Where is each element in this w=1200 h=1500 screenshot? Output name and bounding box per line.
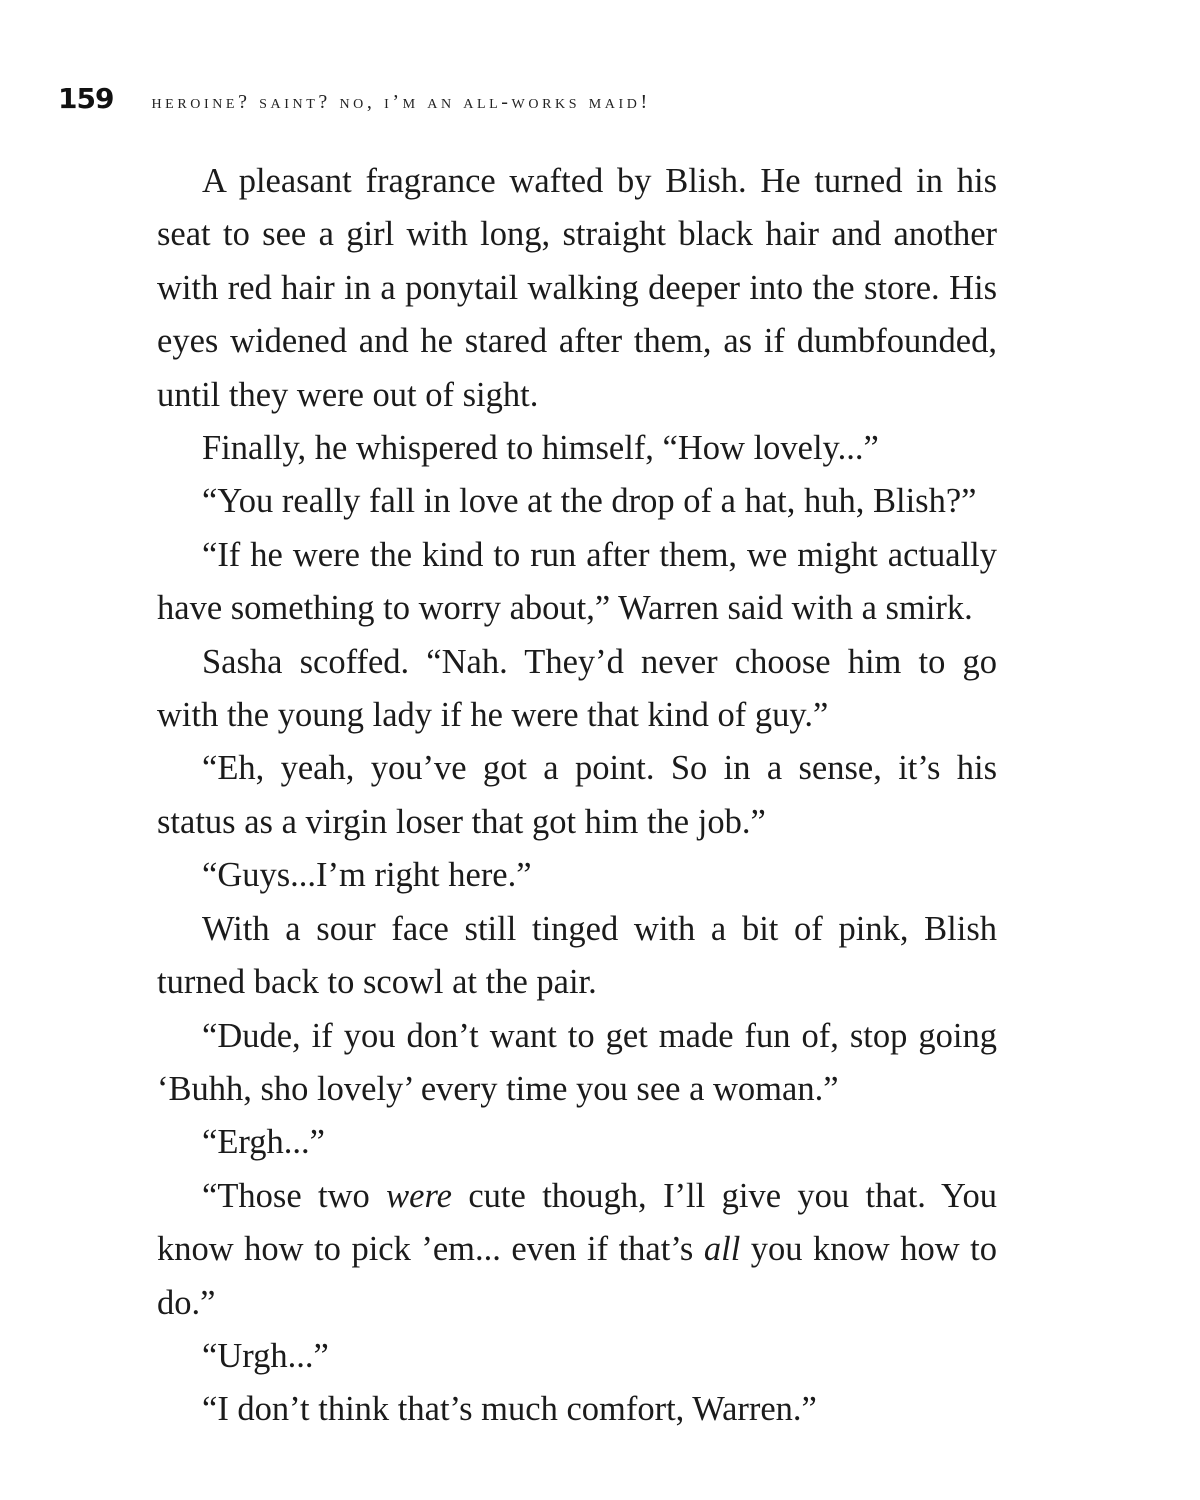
text-segment: “Guys...I’m right here.” <box>202 856 532 895</box>
paragraph <box>157 422 997 475</box>
paragraph <box>157 1116 997 1169</box>
text-segment: “Urgh...” <box>202 1336 329 1375</box>
text-segment: With a sour face still tinged with a bit of pink, Blish turned back to scowl at the pair. <box>157 909 997 1002</box>
text-segment: Finally, he whispered to himself, “How lovely...” <box>202 429 879 468</box>
paragraph <box>157 742 997 849</box>
paragraph <box>157 155 997 422</box>
paragraph <box>157 903 997 1010</box>
paragraph <box>157 636 997 743</box>
body-text <box>157 155 997 1437</box>
text-segment: “If he were the kind to run after them, we might actually have something to worry about,” Warren said with a smirk. <box>157 535 997 628</box>
text-segment: Sasha scoffed. “Nah. They’d never choose him to go with the young lady if he were that kind of guy.” <box>157 642 997 735</box>
text-segment: “I don’t think that’s much comfort, Warren.” <box>202 1390 817 1429</box>
text-segment: “Dude, if you don’t want to get made fun of, stop going ‘Buhh, sho lovely’ every time you see a woman.” <box>157 1016 997 1108</box>
text-segment: “Ergh...” <box>202 1123 325 1162</box>
text-segment: A pleasant fragrance wafted by Blish. He turned in his seat to see a girl with long, straight black hair and another with red hair in a ponytail walking deeper into the store. His eyes widened and he stared after them, as if dumbfounded, until they were out of sight. <box>157 162 997 414</box>
paragraph <box>157 849 997 902</box>
page-number: 159 <box>58 82 114 115</box>
italic-emphasis: were <box>386 1176 452 1215</box>
running-head: heroine? saint? no, i’m an all-works maid! <box>151 91 651 113</box>
paragraph <box>157 1383 997 1436</box>
paragraph <box>157 1010 997 1117</box>
paragraph <box>157 529 997 636</box>
text-segment: you know how to do.” <box>157 1230 997 1322</box>
text-segment: “You really fall in love at the drop of a hat, huh, Blish?” <box>202 482 977 521</box>
paragraph <box>157 475 997 528</box>
paragraph <box>157 1330 997 1383</box>
italic-emphasis: all <box>703 1230 741 1269</box>
text-segment: “Those two <box>202 1176 387 1215</box>
text-segment: cute though, I’ll give you that. You know how to pick ’em... even if that’s <box>157 1176 997 1269</box>
text-segment: “Eh, yeah, you’ve got a point. So in a sense, it’s his status as a virgin loser that got him the job.” <box>157 749 997 841</box>
page-header <box>58 82 651 115</box>
paragraph <box>157 1170 997 1330</box>
